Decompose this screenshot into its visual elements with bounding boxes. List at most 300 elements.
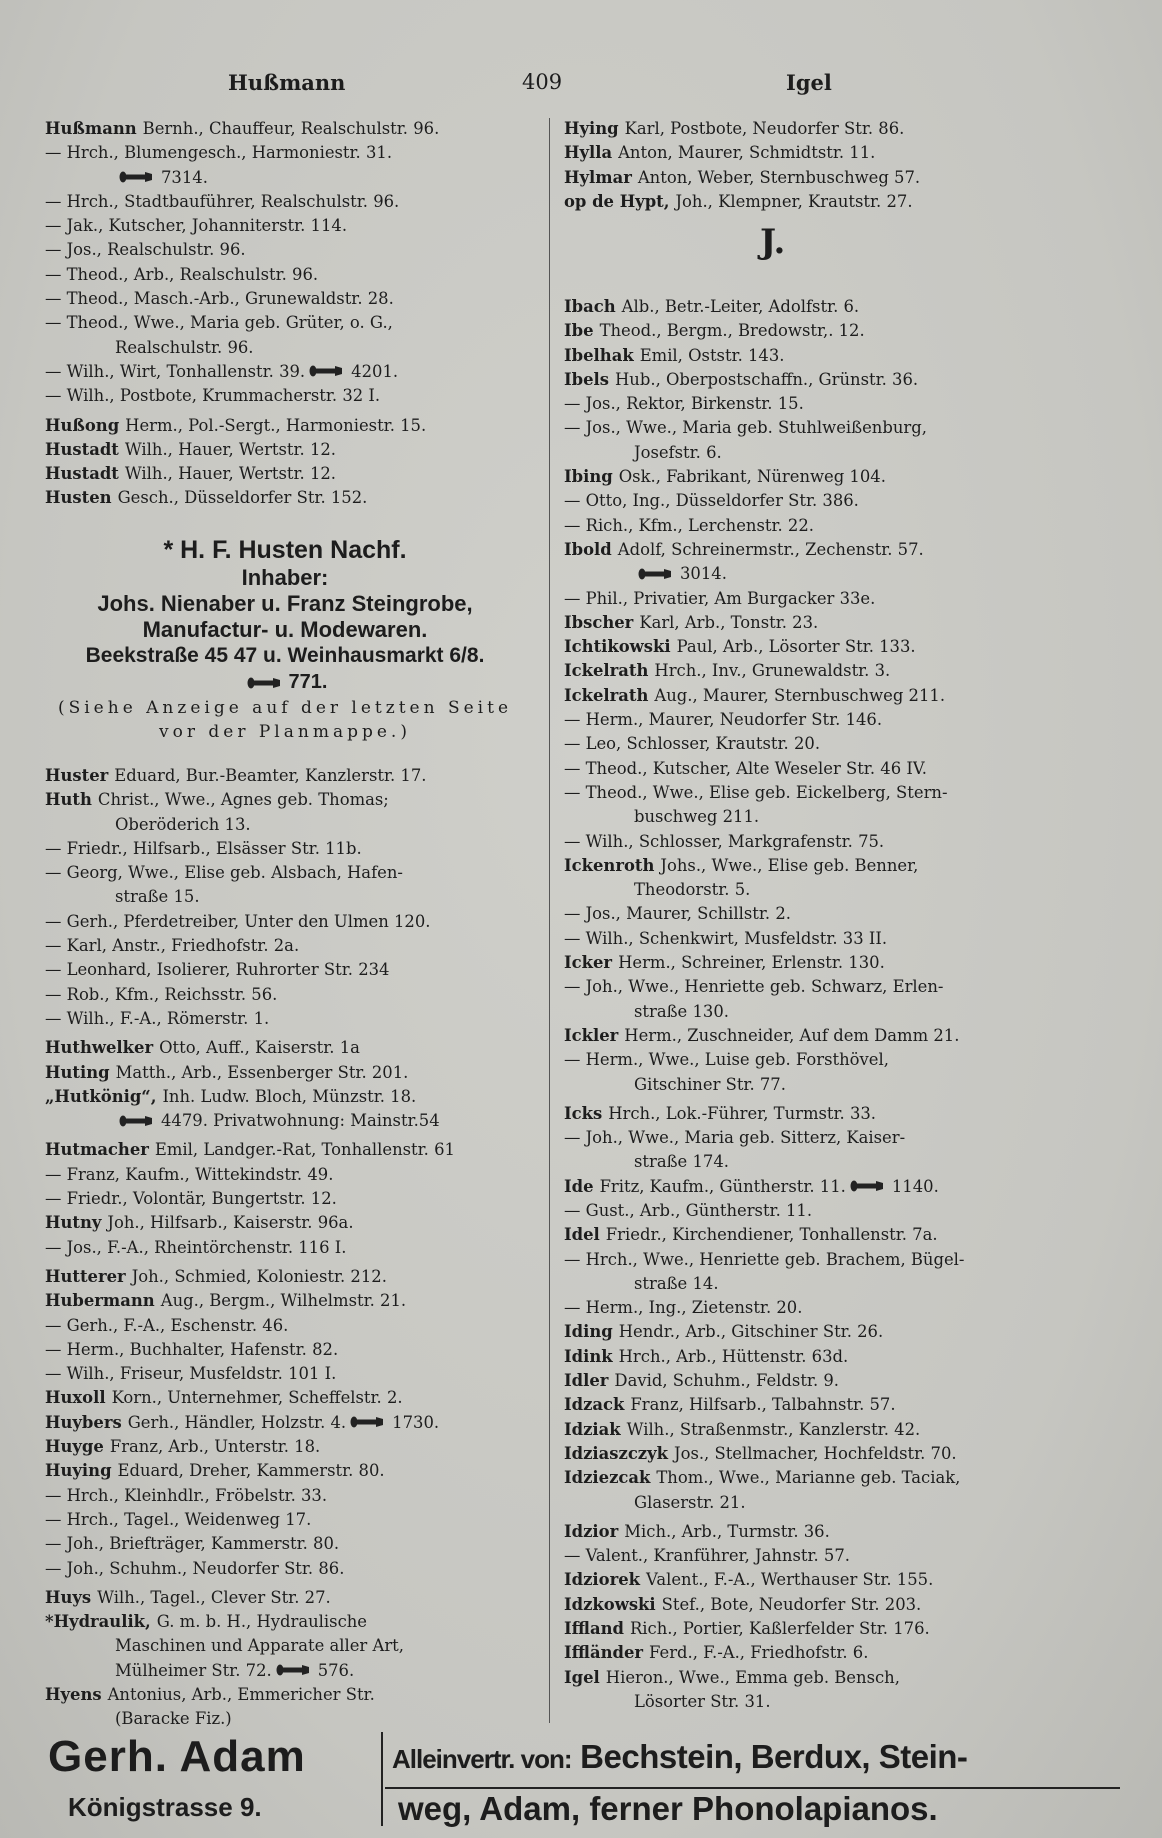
- entry-details: — Otto, Ing., Düsseldorfer Str. 386.: [564, 491, 859, 511]
- entry-surname: Huthwelker: [45, 1038, 154, 1058]
- entry-surname: Idel: [564, 1225, 600, 1245]
- ad-note-line2: vor der Planmappe.): [159, 721, 411, 742]
- entry-surname: Ickelrath: [564, 685, 649, 705]
- entry-details: — Joh., Wwe., Henriette geb. Schwarz, Erlen-: [564, 977, 944, 997]
- directory-entry: [45, 1265, 565, 1289]
- entry-details: Jos., Stellmacher, Hochfeldstr. 70.: [674, 1443, 957, 1463]
- entry-surname: Ibing: [564, 467, 613, 487]
- directory-entry: [564, 659, 1084, 683]
- telephone-number: 576.: [317, 1660, 355, 1680]
- entry-surname: Hylmar: [564, 167, 632, 187]
- entry-details: Theodorstr. 5.: [634, 880, 751, 900]
- entry-details: — Gust., Arb., Güntherstr. 11.: [564, 1200, 813, 1220]
- entry-group: [564, 1520, 1084, 1714]
- directory-entry: [45, 983, 565, 1007]
- entry-details: Anton, Maurer, Schmidtstr. 11.: [618, 143, 876, 163]
- entry-details: Mich., Arb., Turmstr. 36.: [624, 1521, 830, 1541]
- directory-entry: [564, 368, 1084, 392]
- entry-continuation-line: [45, 166, 565, 190]
- entry-details: Christ., Wwe., Agnes geb. Thomas;: [97, 790, 389, 810]
- directory-entry: [45, 1386, 565, 1410]
- entry-details: Maschinen und Apparate aller Art,: [115, 1636, 404, 1656]
- entry-details: Emil, Oststr. 143.: [639, 345, 785, 365]
- entry-details: — Valent., Kranführer, Jahnstr. 57.: [564, 1546, 850, 1566]
- entry-details: — Jos., Rektor, Birkenstr. 15.: [564, 394, 804, 414]
- directory-entry: [564, 1617, 1084, 1641]
- entry-details: Hieron., Wwe., Emma geb. Bensch,: [605, 1667, 900, 1687]
- directory-entry: [564, 757, 1084, 781]
- entry-group: [45, 1586, 565, 1732]
- entry-details: Johs., Wwe., Elise geb. Benner,: [660, 855, 919, 875]
- entry-details: — Jos., Realschulstr. 96.: [45, 240, 246, 260]
- entry-group: [45, 1265, 565, 1581]
- entry-details: — Gerh., F.-A., Eschenstr. 46.: [45, 1315, 289, 1335]
- entry-surname: Hubermann: [45, 1291, 155, 1311]
- entry-continuation-line: [564, 1000, 1084, 1024]
- directory-entry: [564, 416, 1084, 440]
- entry-surname: Idziezcak: [564, 1468, 651, 1488]
- directory-entry: [45, 1435, 565, 1459]
- directory-entry: [564, 587, 1084, 611]
- entry-surname: Ibach: [564, 297, 616, 316]
- entry-details: Hrch., Inv., Grunewaldstr. 3.: [654, 661, 891, 681]
- directory-entry: [45, 1557, 565, 1581]
- directory-entry: [564, 1126, 1084, 1150]
- entry-details: straße 130.: [634, 1001, 729, 1021]
- entry-details: straße 15.: [115, 887, 200, 907]
- telephone-icon: [119, 1110, 153, 1134]
- entry-details: Oberöderich 13.: [115, 814, 251, 834]
- directory-entry: [564, 1102, 1084, 1126]
- directory-entry: [564, 708, 1084, 732]
- running-head-left: Hußmann: [228, 70, 346, 95]
- entry-details: — Hrch., Blumengesch., Harmoniestr. 31.: [45, 143, 393, 163]
- entry-details: — Theod., Kutscher, Alte Weseler Str. 46 IV.: [564, 758, 927, 778]
- directory-entry: [45, 861, 565, 885]
- directory-entry: [45, 1338, 565, 1362]
- entry-surname: Hylla: [564, 143, 613, 163]
- entry-details: — Joh., Wwe., Maria geb. Sitterz, Kaiser-: [564, 1128, 906, 1148]
- entry-details: Matth., Arb., Essenberger Str. 201.: [115, 1062, 409, 1082]
- telephone-icon: [276, 1659, 310, 1683]
- directory-entry: [564, 1320, 1084, 1344]
- entry-details: Alb., Betr.-Leiter, Adolfstr. 6.: [621, 297, 860, 316]
- directory-entry: [45, 1586, 565, 1610]
- telephone-number: 4201.: [351, 361, 399, 381]
- entry-details: — Wilh., Friseur, Musfeldstr. 101 I.: [45, 1364, 337, 1384]
- entry-details: Fritz, Kaufm., Güntherstr. 11.: [599, 1176, 846, 1196]
- directory-entry: [45, 1061, 565, 1085]
- entry-surname: Ichtikowski: [564, 637, 671, 657]
- entry-surname: Idziaszczyk: [564, 1443, 668, 1463]
- directory-entry: [564, 1593, 1084, 1617]
- entry-details: — Leonhard, Isolierer, Ruhrorter Str. 234: [45, 960, 390, 980]
- entry-continuation-line: [45, 1109, 565, 1133]
- directory-entry: [564, 830, 1084, 854]
- entry-surname: Huth: [45, 790, 92, 810]
- directory-entry: [45, 1610, 565, 1634]
- directory-entry: [564, 781, 1084, 805]
- entry-details: Herm., Pol.-Sergt., Harmoniestr. 15.: [125, 415, 427, 435]
- entry-details: — Hrch., Tagel., Weidenweg 17.: [45, 1509, 312, 1529]
- entry-details: Wilh., Hauer, Wertstr. 12.: [124, 464, 337, 484]
- directory-entry: [45, 214, 565, 238]
- entry-surname: Ibscher: [564, 612, 634, 632]
- entry-continuation-line: [45, 1707, 565, 1731]
- directory-entry: [45, 837, 565, 861]
- entry-details: — Joh., Briefträger, Kammerstr. 80.: [45, 1534, 340, 1554]
- entry-details: Otto, Auff., Kaiserstr. 1a: [159, 1038, 360, 1058]
- ad-address: Beekstraße 45 47 u. Weinhausmarkt 6/8.: [85, 644, 485, 667]
- entry-surname: Ibold: [564, 539, 612, 559]
- directory-entry: [45, 141, 565, 165]
- entry-details: Wilh., Hauer, Wertstr. 12.: [124, 439, 337, 459]
- entry-details: — Wilh., Schlosser, Markgrafenstr. 75.: [564, 831, 885, 851]
- entry-details: Aug., Bergm., Wilhelmstr. 21.: [160, 1291, 407, 1311]
- entry-details: — Theod., Wwe., Elise geb. Eickelberg, Stern-: [564, 782, 948, 802]
- entry-details: Valent., F.-A., Werthauser Str. 155.: [646, 1570, 934, 1590]
- entry-details: — Theod., Arb., Realschulstr. 96.: [45, 264, 319, 284]
- entry-surname: Huybers: [45, 1412, 122, 1432]
- entry-surname: Idzkowski: [564, 1594, 656, 1614]
- directory-entry: [45, 934, 565, 958]
- section-letter: J.: [760, 222, 786, 262]
- directory-entry: [564, 1544, 1084, 1568]
- entry-details: Joh., Schmied, Koloniestr. 212.: [131, 1266, 387, 1286]
- entry-details: Hub., Oberpostschaffn., Grünstr. 36.: [615, 369, 919, 389]
- telephone-number: 1730.: [392, 1412, 440, 1432]
- directory-entry: [45, 117, 565, 141]
- directory-entry: [564, 117, 1084, 141]
- entry-details: straße 14.: [634, 1273, 719, 1293]
- entry-surname: Ide: [564, 1176, 594, 1196]
- telephone-number: 4479. Privatwohnung: Mainstr.54: [161, 1111, 440, 1131]
- directory-entry: [45, 438, 565, 462]
- entry-details: Realschulstr. 96.: [115, 337, 254, 357]
- directory-entry: [45, 1138, 565, 1162]
- entry-details: Anton, Weber, Sternbuschweg 57.: [637, 167, 921, 187]
- entry-surname: Hutterer: [45, 1266, 126, 1286]
- directory-entry: [45, 958, 565, 982]
- directory-entry: [45, 238, 565, 262]
- left-column-top: [45, 117, 565, 516]
- footer-ad-line1: [392, 1738, 967, 1776]
- entry-surname: Idzack: [564, 1395, 625, 1415]
- entry-details: Gerh., Händler, Holzstr. 4.: [127, 1412, 347, 1432]
- entry-details: — Friedr., Hilfsarb., Elsässer Str. 11b.: [45, 838, 362, 858]
- directory-entry: [564, 635, 1084, 659]
- entry-surname: Huting: [45, 1062, 110, 1082]
- entry-surname: Ickler: [564, 1025, 619, 1045]
- entry-details: Lösorter Str. 31.: [634, 1691, 771, 1711]
- entry-details: Joh., Klempner, Krautstr. 27.: [675, 191, 913, 211]
- entry-details: — Jos., Wwe., Maria geb. Stuhlweißenburg,: [564, 418, 927, 438]
- entry-details: — Hrch., Kleinhdlr., Fröbelstr. 33.: [45, 1485, 328, 1505]
- directory-entry: [564, 854, 1084, 878]
- entry-details: Herm., Zuschneider, Auf dem Damm 21.: [624, 1025, 960, 1045]
- entry-details: Eduard, Bur.-Beamter, Kanzlerstr. 17.: [114, 766, 427, 785]
- entry-details: David, Schuhm., Feldstr. 9.: [614, 1371, 839, 1391]
- directory-entry: [45, 1236, 565, 1260]
- directory-entry: [564, 514, 1084, 538]
- entry-details: — Leo, Schlosser, Krautstr. 20.: [564, 734, 821, 754]
- page-number: 409: [522, 70, 563, 94]
- entry-details: Theod., Bergm., Bredowstr,. 12.: [599, 321, 865, 341]
- directory-entry: [564, 1418, 1084, 1442]
- entry-details: Paul, Arb., Lösorter Str. 133.: [676, 637, 916, 657]
- directory-entry: [45, 910, 565, 934]
- entry-details: Rich., Portier, Kaßlerfelder Str. 176.: [629, 1619, 930, 1639]
- entry-details: Gesch., Düsseldorfer Str. 152.: [117, 488, 368, 508]
- entry-details: Emil, Landger.-Rat, Tonhallenstr. 61: [154, 1140, 455, 1160]
- entry-details: — Herm., Ing., Zietenstr. 20.: [564, 1298, 803, 1318]
- directory-entry: [564, 344, 1084, 368]
- directory-entry: [45, 360, 565, 384]
- entry-details: — Hrch., Wwe., Henriette geb. Brachem, Bügel-: [564, 1249, 965, 1269]
- directory-entry: [564, 611, 1084, 635]
- entry-continuation-line: [564, 1073, 1084, 1097]
- entry-details: Hrch., Arb., Hüttenstr. 63d.: [618, 1346, 849, 1366]
- telephone-icon: [350, 1411, 384, 1435]
- entry-details: Ferd., F.-A., Friedhofstr. 6.: [649, 1643, 869, 1663]
- entry-continuation-line: [564, 878, 1084, 902]
- entry-surname: Icks: [564, 1103, 603, 1123]
- directory-entry: [564, 1024, 1084, 1048]
- directory-entry: [45, 764, 565, 788]
- entry-surname: Idziorek: [564, 1570, 641, 1590]
- directory-entry: [564, 465, 1084, 489]
- directory-entry: [45, 1289, 565, 1313]
- footer-ad-prefix: Alleinvertr. von:: [392, 1744, 572, 1774]
- entry-details: — Theod., Masch.-Arb., Grunewaldstr. 28.: [45, 289, 394, 309]
- entry-surname: Ibels: [564, 369, 610, 389]
- entry-details: — Karl, Anstr., Friedhofstr. 2a.: [45, 936, 300, 956]
- right-column-bottom: [564, 295, 1084, 1719]
- entry-details: — Joh., Schuhm., Neudorfer Str. 86.: [45, 1558, 345, 1578]
- directory-entry: [564, 951, 1084, 975]
- entry-details: Hrch., Lok.-Führer, Turmstr. 33.: [608, 1103, 877, 1123]
- entry-group: [45, 117, 565, 409]
- left-column-bottom: [45, 764, 565, 1737]
- ad-trade: Manufactur- u. Modewaren.: [142, 617, 428, 642]
- directory-entry: [45, 384, 565, 408]
- entry-continuation-line: [564, 805, 1084, 829]
- directory-entry: [45, 287, 565, 311]
- entry-details: — Wilh., F.-A., Römerstr. 1.: [45, 1008, 270, 1028]
- entry-surname: Hutmacher: [45, 1140, 149, 1160]
- entry-surname: Huying: [45, 1461, 112, 1481]
- directory-entry: [564, 1223, 1084, 1247]
- entry-details: Wilh., Straßenmstr., Kanzlerstr. 42.: [626, 1419, 921, 1439]
- directory-entry: [564, 1466, 1084, 1490]
- directory-entry: [45, 1683, 565, 1707]
- entry-surname: Idziak: [564, 1419, 621, 1439]
- entry-details: buschweg 211.: [634, 807, 760, 827]
- directory-entry: [564, 1369, 1084, 1393]
- directory-entry: [564, 1296, 1084, 1320]
- directory-entry: [45, 1007, 565, 1031]
- directory-entry: [564, 1641, 1084, 1665]
- entry-surname: Ibe: [564, 321, 594, 341]
- directory-entry: [45, 1484, 565, 1508]
- entry-surname: Huxoll: [45, 1388, 106, 1408]
- telephone-icon: [119, 166, 153, 190]
- entry-details: Friedr., Kirchendiener, Tonhallenstr. 7a.: [605, 1225, 938, 1245]
- directory-entry: [564, 1666, 1084, 1690]
- entry-details: Thom., Wwe., Marianne geb. Taciak,: [656, 1468, 961, 1488]
- entry-continuation-line: [564, 441, 1084, 465]
- directory-entry: [45, 1085, 565, 1109]
- entry-details: — Herm., Maurer, Neudorfer Str. 146.: [564, 710, 883, 730]
- directory-entry: [564, 1345, 1084, 1369]
- directory-entry: [45, 1532, 565, 1556]
- entry-surname: Idink: [564, 1346, 613, 1366]
- entry-details: — Georg, Wwe., Elise geb. Alsbach, Hafen-: [45, 863, 403, 883]
- entry-surname: Idzior: [564, 1521, 619, 1541]
- entry-details: Karl, Arb., Tonstr. 23.: [639, 612, 819, 632]
- ad-owner-label: Inhaber:: [241, 565, 329, 590]
- entry-continuation-line: [564, 1491, 1084, 1515]
- entry-continuation-line: [45, 1634, 565, 1658]
- entry-surname: Huster: [45, 766, 109, 785]
- telephone-icon: [638, 563, 672, 587]
- directory-entry: [564, 392, 1084, 416]
- directory-entry: [45, 462, 565, 486]
- entry-surname: Hußong: [45, 415, 120, 435]
- entry-continuation-line: [564, 1690, 1084, 1714]
- entry-details: straße 174.: [634, 1152, 729, 1172]
- directory-entry: [45, 1163, 565, 1187]
- directory-entry: [564, 1442, 1084, 1466]
- entry-group: [564, 295, 1084, 1097]
- entry-surname: Hying: [564, 119, 619, 138]
- directory-entry: [564, 538, 1084, 562]
- entry-group: [45, 1036, 565, 1133]
- entry-details: — Jos., F.-A., Rheintörchenstr. 116 I.: [45, 1237, 347, 1257]
- directory-entry: [45, 1362, 565, 1386]
- footer-advertisement: [40, 1732, 1120, 1828]
- telephone-icon: [247, 670, 281, 696]
- directory-entry: [564, 1520, 1084, 1544]
- directory-entry: [564, 732, 1084, 756]
- directory-entry: [45, 1036, 565, 1060]
- directory-entry: [45, 263, 565, 287]
- entry-details: Karl, Postbote, Neudorfer Str. 86.: [624, 119, 905, 138]
- entry-details: — Wilh., Wirt, Tonhallenstr. 39.: [45, 361, 306, 381]
- ad-note-line1: (Siehe Anzeige auf der letzten Seite: [57, 697, 513, 718]
- directory-entry: [45, 486, 565, 510]
- entry-surname: Idler: [564, 1371, 609, 1391]
- directory-entry: [45, 1187, 565, 1211]
- telephone-number: 1140.: [891, 1176, 939, 1196]
- entry-details: Wilh., Tagel., Clever Str. 27.: [97, 1587, 331, 1607]
- directory-entry: [564, 489, 1084, 513]
- entry-details: — Rob., Kfm., Reichsstr. 56.: [45, 984, 278, 1004]
- entry-continuation-line: [45, 336, 565, 360]
- entry-surname: *Hydraulik,: [45, 1612, 151, 1632]
- entry-continuation-line: [564, 1150, 1084, 1174]
- entry-details: — Wilh., Schenkwirt, Musfeldstr. 33 II.: [564, 928, 888, 948]
- entry-details: — Jak., Kutscher, Johanniterstr. 114.: [45, 216, 348, 236]
- entry-details: — Herm., Buchhalter, Hafenstr. 82.: [45, 1339, 339, 1359]
- entry-continuation-line: [564, 1272, 1084, 1296]
- directory-entry: [45, 788, 565, 812]
- entry-surname: Icker: [564, 953, 613, 973]
- telephone-number: 3014.: [680, 564, 727, 584]
- entry-details: Bernh., Chauffeur, Realschulstr. 96.: [142, 119, 440, 138]
- directory-entry: [564, 295, 1084, 319]
- entry-surname: Huys: [45, 1587, 92, 1607]
- ad-owners: Johs. Nienaber u. Franz Steingrobe,: [97, 591, 473, 616]
- entry-details: Josefstr. 6.: [634, 442, 722, 462]
- telephone-number: 7314.: [161, 167, 208, 187]
- entry-surname: Hustadt: [45, 439, 119, 459]
- entry-details: Eduard, Dreher, Kammerstr. 80.: [117, 1461, 385, 1481]
- entry-details: — Theod., Wwe., Maria geb. Grüter, o. G.,: [45, 313, 393, 333]
- directory-entry: [564, 1175, 1084, 1199]
- husten-advertisement: [30, 535, 540, 744]
- entry-continuation-line: [564, 562, 1084, 586]
- entry-details: — Rich., Kfm., Lerchenstr. 22.: [564, 515, 814, 535]
- footer-ad-address: Königstrasse 9.: [68, 1792, 262, 1822]
- footer-divider-vertical: [381, 1732, 383, 1826]
- entry-details: Glaserstr. 21.: [634, 1492, 746, 1512]
- entry-details: Gitschiner Str. 77.: [634, 1074, 786, 1094]
- entry-details: — Phil., Privatier, Am Burgacker 33e.: [564, 588, 876, 608]
- entry-continuation-line: [45, 1659, 565, 1683]
- entry-details: Hendr., Arb., Gitschiner Str. 26.: [618, 1322, 884, 1342]
- running-head-right: Igel: [786, 70, 832, 95]
- directory-entry: [564, 166, 1084, 190]
- directory-entry: [564, 975, 1084, 999]
- entry-group: [564, 1102, 1084, 1515]
- entry-surname: Ickelrath: [564, 661, 649, 681]
- entry-details: Mülheimer Str. 72.: [115, 1660, 272, 1680]
- entry-continuation-line: [45, 885, 565, 909]
- entry-details: — Jos., Maurer, Schillstr. 2.: [564, 904, 791, 924]
- entry-surname: Hutny: [45, 1213, 102, 1233]
- entry-group: [45, 414, 565, 511]
- directory-entry: [564, 684, 1084, 708]
- entry-continuation-line: [45, 813, 565, 837]
- entry-surname: op de Hypt,: [564, 191, 670, 211]
- entry-details: Inh. Ludw. Bloch, Münzstr. 18.: [162, 1086, 417, 1106]
- footer-ad-brands: Bechstein, Berdux, Stein-: [580, 1738, 968, 1775]
- entry-surname: Igel: [564, 1667, 600, 1687]
- entry-details: (Baracke Fiz.): [115, 1709, 232, 1729]
- entry-group: [45, 764, 565, 1031]
- ad-firm-name: * H. F. Husten Nachf.: [163, 536, 407, 564]
- telephone-icon: [309, 360, 343, 384]
- directory-entry: [564, 1568, 1084, 1592]
- ad-phone-number: 771.: [288, 671, 328, 693]
- entry-surname: „Hutkönig“,: [45, 1086, 157, 1106]
- entry-surname: Iffland: [564, 1619, 624, 1639]
- footer-divider-horizontal: [385, 1787, 1120, 1789]
- directory-entry: [45, 414, 565, 438]
- directory-entry: [45, 1211, 565, 1235]
- entry-surname: Hußmann: [45, 119, 137, 138]
- entry-details: — Friedr., Volontär, Bungertstr. 12.: [45, 1189, 337, 1209]
- directory-entry: [45, 190, 565, 214]
- entry-details: — Herm., Wwe., Luise geb. Forsthövel,: [564, 1050, 889, 1070]
- entry-details: — Hrch., Stadtbauführer, Realschulstr. 96.: [45, 191, 400, 211]
- directory-entry: [564, 1393, 1084, 1417]
- directory-entry: [564, 1048, 1084, 1072]
- entry-details: G. m. b. H., Hydraulische: [156, 1612, 368, 1632]
- directory-entry: [45, 1411, 565, 1435]
- entry-details: Korn., Unternehmer, Scheffelstr. 2.: [111, 1388, 403, 1408]
